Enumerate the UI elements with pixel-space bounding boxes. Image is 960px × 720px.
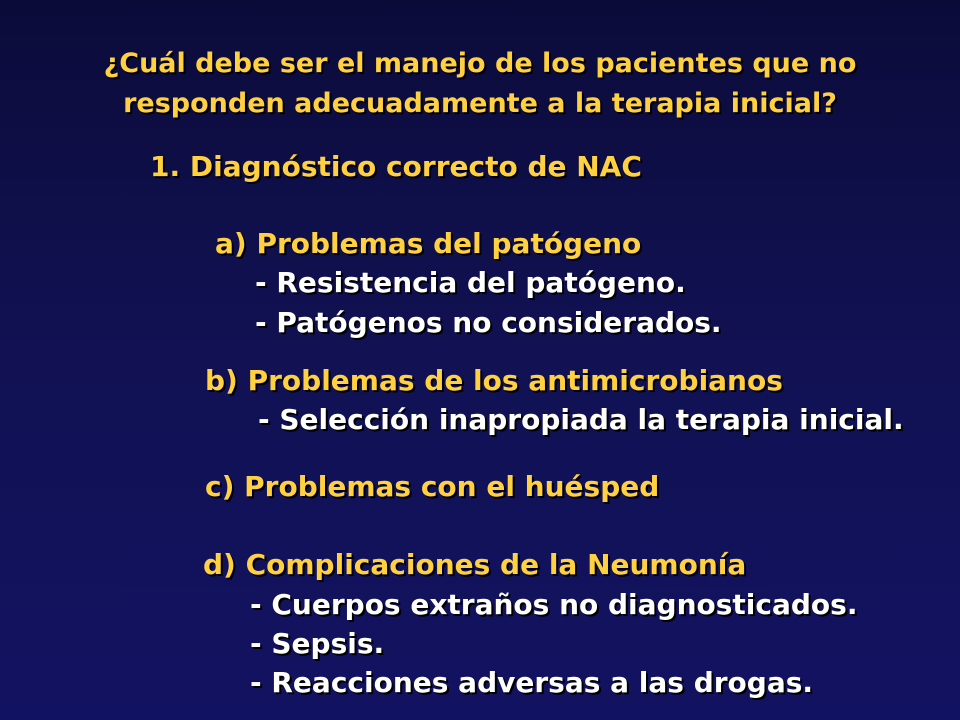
section-a-item: - Patógenos no considerados. xyxy=(255,306,722,339)
title-line-1: ¿Cuál debe ser el manejo de los pacientes que no xyxy=(103,48,857,79)
section-d-item: - Cuerpos extraños no diagnosticados. xyxy=(250,588,858,621)
section-d-item: - Reacciones adversas a las drogas. xyxy=(250,666,814,699)
slide-title xyxy=(0,44,960,124)
section-d-heading: d) Complicaciones de la Neumonía xyxy=(203,548,747,581)
section-b-item: - Selección inapropiada la terapia inicial. xyxy=(258,403,904,436)
point-1-heading: 1. Diagnóstico correcto de NAC xyxy=(150,150,642,183)
section-b-heading: b) Problemas de los antimicrobianos xyxy=(205,364,783,397)
section-d-item: - Sepsis. xyxy=(250,627,385,660)
section-a-heading: a) Problemas del patógeno xyxy=(215,227,642,260)
title-line-2: responden adecuadamente a la terapia inicial? xyxy=(123,88,837,119)
section-c-heading: c) Problemas con el huésped xyxy=(205,470,660,503)
section-a-item: - Resistencia del patógeno. xyxy=(255,266,686,299)
